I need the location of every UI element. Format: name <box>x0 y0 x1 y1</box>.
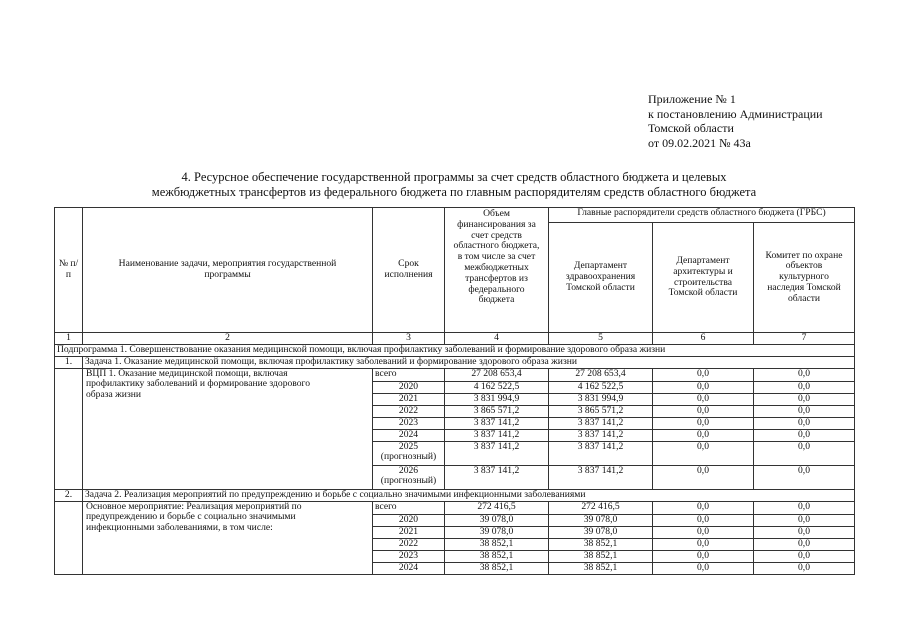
volume-cell: 3 837 141,2 <box>445 466 549 490</box>
appendix-line: к постановлению Администрации <box>648 106 823 121</box>
health-cell: 3 837 141,2 <box>549 418 653 430</box>
health-cell: 3 837 141,2 <box>549 466 653 490</box>
arch-cell: 0,0 <box>653 394 754 406</box>
volume-cell: 27 208 653,4 <box>445 369 549 382</box>
health-cell: 38 852,1 <box>549 563 653 575</box>
subprogram-row <box>55 345 855 357</box>
committee-cell: 0,0 <box>754 394 855 406</box>
column-number: 3 <box>373 333 445 345</box>
column-number: 1 <box>55 333 83 345</box>
period-note: (прогнозный) <box>380 451 437 463</box>
period-cell <box>373 466 445 490</box>
item-name: ВЦП 1. Оказание медицинской помощи, включая профилактику заболеваний и формирование здорового образа жизни <box>83 369 373 490</box>
period-cell: 2024 <box>373 430 445 442</box>
committee-cell: 0,0 <box>754 551 855 563</box>
table-row <box>55 369 855 382</box>
task-number: 2. <box>55 490 83 502</box>
header-dep-arch: Департамент архитектуры и строительства Томской области <box>653 223 754 333</box>
volume-cell: 3 837 141,2 <box>445 442 549 466</box>
arch-cell: 0,0 <box>653 430 754 442</box>
period-year: 2026 <box>398 465 419 476</box>
arch-cell: 0,0 <box>653 502 754 515</box>
task-number: 1. <box>55 357 83 369</box>
committee-cell: 0,0 <box>754 382 855 394</box>
period-cell: всего <box>373 369 445 382</box>
health-cell: 38 852,1 <box>549 551 653 563</box>
committee-cell: 0,0 <box>754 418 855 430</box>
volume-cell: 3 837 141,2 <box>445 418 549 430</box>
arch-cell: 0,0 <box>653 551 754 563</box>
volume-cell: 39 078,0 <box>445 515 549 527</box>
column-numbers-row <box>55 333 855 345</box>
task-title: Задача 2. Реализация мероприятий по предупреждению и борьбе с социально значимыми инфекционными заболеваниями <box>83 490 855 502</box>
committee-cell: 0,0 <box>754 539 855 551</box>
task-row <box>55 357 855 369</box>
period-cell: 2020 <box>373 515 445 527</box>
volume-cell: 39 078,0 <box>445 527 549 539</box>
period-cell: 2024 <box>373 563 445 575</box>
column-number: 7 <box>754 333 855 345</box>
arch-cell: 0,0 <box>653 418 754 430</box>
title-line: 4. Ресурсное обеспечение государственной программы за счет средств областного бюджета и целевых <box>181 170 727 184</box>
committee-cell: 0,0 <box>754 369 855 382</box>
column-number: 6 <box>653 333 754 345</box>
column-number: 5 <box>549 333 653 345</box>
health-cell: 38 852,1 <box>549 539 653 551</box>
health-cell: 27 208 653,4 <box>549 369 653 382</box>
task-number-empty <box>55 502 83 575</box>
committee-cell: 0,0 <box>754 502 855 515</box>
header-volume: Объем финансирования за счет средств областного бюджета, в том числе за счет межбюджетных трансфертов из федерального бюджета <box>445 208 549 333</box>
volume-cell: 38 852,1 <box>445 563 549 575</box>
header-row <box>55 208 855 223</box>
health-cell: 3 837 141,2 <box>549 442 653 466</box>
column-number: 2 <box>83 333 373 345</box>
volume-cell: 4 162 522,5 <box>445 382 549 394</box>
health-cell: 39 078,0 <box>549 515 653 527</box>
arch-cell: 0,0 <box>653 382 754 394</box>
volume-cell: 272 416,5 <box>445 502 549 515</box>
period-cell: 2020 <box>373 382 445 394</box>
volume-cell: 3 865 571,2 <box>445 406 549 418</box>
committee-cell: 0,0 <box>754 527 855 539</box>
volume-cell: 3 837 141,2 <box>445 430 549 442</box>
header-committee: Комитет по охране объектов культурного наследия Томской области <box>754 223 855 333</box>
header-term: Срок исполнения <box>373 208 445 333</box>
budget-table <box>54 207 855 575</box>
task-row <box>55 490 855 502</box>
appendix-header <box>648 92 868 150</box>
period-cell: всего <box>373 502 445 515</box>
health-cell: 39 078,0 <box>549 527 653 539</box>
committee-cell: 0,0 <box>754 430 855 442</box>
committee-cell: 0,0 <box>754 442 855 466</box>
health-cell: 3 837 141,2 <box>549 430 653 442</box>
period-cell: 2022 <box>373 539 445 551</box>
committee-cell: 0,0 <box>754 515 855 527</box>
committee-cell: 0,0 <box>754 466 855 490</box>
header-num: № п/п <box>55 208 83 333</box>
appendix-line: от 09.02.2021 № 43а <box>648 135 751 150</box>
period-cell <box>373 442 445 466</box>
arch-cell: 0,0 <box>653 563 754 575</box>
health-cell: 3 865 571,2 <box>549 406 653 418</box>
task-title: Задача 1. Оказание медицинской помощи, включая профилактику заболеваний и формирование здорового образа жизни <box>83 357 855 369</box>
header-grbs: Главные распорядители средств областного бюджета (ГРБС) <box>549 208 855 223</box>
period-note: (прогнозный) <box>380 475 437 487</box>
arch-cell: 0,0 <box>653 466 754 490</box>
arch-cell: 0,0 <box>653 527 754 539</box>
volume-cell: 38 852,1 <box>445 551 549 563</box>
header-dep-health: Департамент здравоохранения Томской области <box>549 223 653 333</box>
health-cell: 4 162 522,5 <box>549 382 653 394</box>
arch-cell: 0,0 <box>653 515 754 527</box>
committee-cell: 0,0 <box>754 563 855 575</box>
period-cell: 2022 <box>373 406 445 418</box>
arch-cell: 0,0 <box>653 406 754 418</box>
task-number-empty <box>55 369 83 490</box>
health-cell: 272 416,5 <box>549 502 653 515</box>
appendix-line: Томской области <box>648 121 734 135</box>
subprogram-title: Подпрограмма 1. Совершенствование оказания медицинской помощи, включая профилактику заболеваний и формирование здорового образа жизни <box>55 345 855 357</box>
health-cell: 3 831 994,9 <box>549 394 653 406</box>
period-cell: 2023 <box>373 551 445 563</box>
committee-cell: 0,0 <box>754 406 855 418</box>
column-number: 4 <box>445 333 549 345</box>
arch-cell: 0,0 <box>653 539 754 551</box>
period-cell: 2021 <box>373 527 445 539</box>
arch-cell: 0,0 <box>653 442 754 466</box>
period-cell: 2023 <box>373 418 445 430</box>
title-line: межбюджетных трансфертов из федерального бюджета по главным распорядителям средств областного бюджета <box>151 185 757 199</box>
period-year: 2025 <box>398 441 419 452</box>
item-name: Основное мероприятие: Реализация мероприятий по предупреждению и борьбе с социально значимыми инфекционными заболеваниями, в том числе: <box>83 502 373 575</box>
period-cell: 2021 <box>373 394 445 406</box>
volume-cell: 3 831 994,9 <box>445 394 549 406</box>
volume-cell: 38 852,1 <box>445 539 549 551</box>
header-name: Наименование задачи, мероприятия государственной программы <box>83 208 373 333</box>
appendix-line: Приложение № 1 <box>648 92 736 106</box>
table-row <box>55 502 855 515</box>
document-title <box>54 170 854 200</box>
arch-cell: 0,0 <box>653 369 754 382</box>
